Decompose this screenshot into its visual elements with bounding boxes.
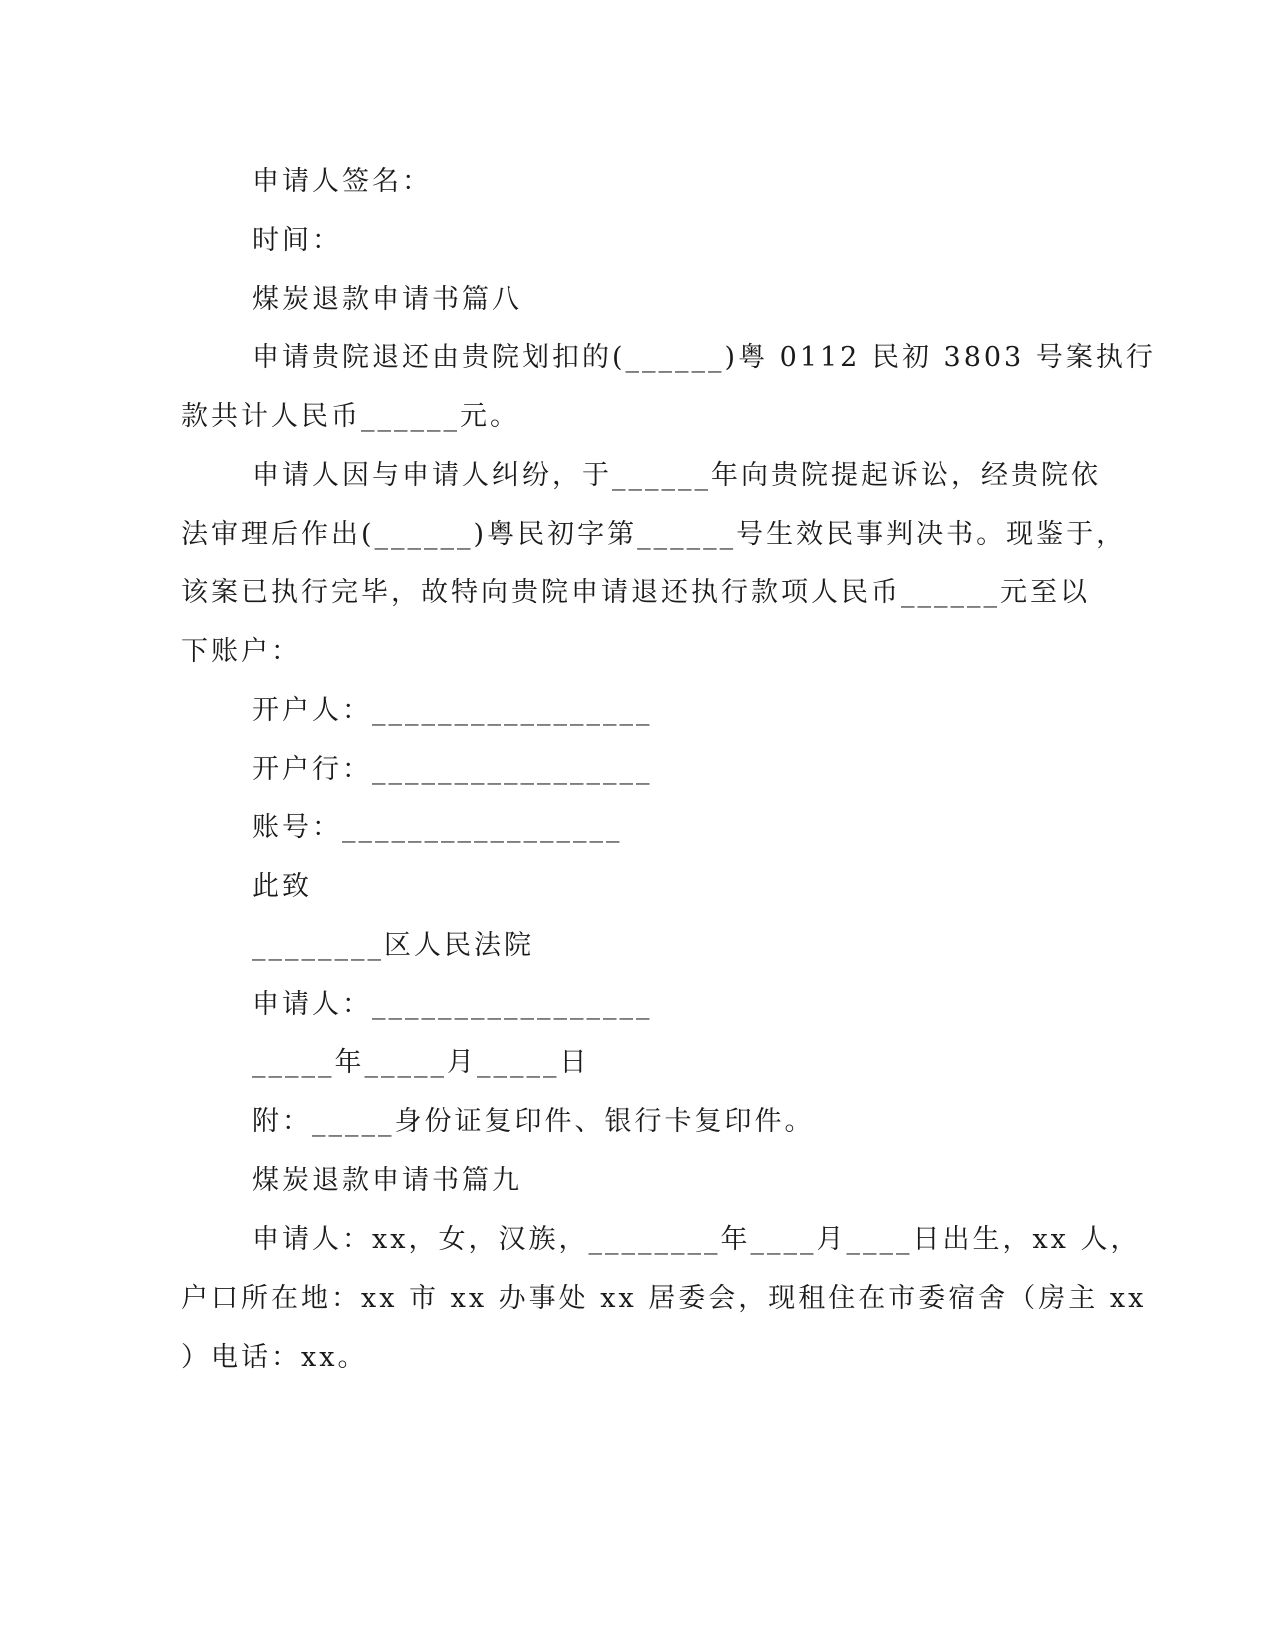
applicant-line: 申请人：_________________ (252, 989, 653, 1020)
paragraph-line: 户口所在地：xx 市 xx 办事处 xx 居委会，现租住在市委宿舍（房主 xx (181, 1283, 1147, 1314)
paragraph-line: ）电话：xx。 (181, 1342, 368, 1373)
salutation-line: 此致 (252, 871, 312, 902)
section-heading-9: 煤炭退款申请书篇九 (252, 1165, 522, 1196)
paragraph-line: 下账户： (181, 636, 301, 667)
paragraph-line: 法审理后作出(______)粤民初字第______号生效民事判决书。现鉴于， (181, 519, 1127, 550)
date-line: _____年_____月_____日 (252, 1047, 590, 1078)
account-bank-line: 开户行：_________________ (252, 754, 653, 785)
paragraph-line: 申请贵院退还由贵院划扣的(______)粤 0112 民初 3803 号案执行 (252, 342, 1156, 373)
time-line: 时间： (252, 225, 342, 256)
paragraph-line: 申请人：xx，女，汉族，________年____月____日出生，xx 人， (252, 1224, 1141, 1255)
paragraph-line: 申请人因与申请人纠纷，于______年向贵院提起诉讼，经贵院依 (252, 460, 1101, 491)
applicant-signature-line: 申请人签名： (252, 166, 432, 197)
court-name-line: ________区人民法院 (252, 930, 534, 961)
attachment-line: 附：_____身份证复印件、银行卡复印件。 (252, 1106, 815, 1137)
section-heading-8: 煤炭退款申请书篇八 (252, 284, 522, 315)
account-number-line: 账号：_________________ (252, 812, 623, 843)
account-holder-line: 开户人：_________________ (252, 695, 653, 726)
paragraph-line: 款共计人民币______元。 (181, 401, 520, 432)
paragraph-line: 该案已执行完毕，故特向贵院申请退还执行款项人民币______元至以 (181, 577, 1090, 608)
